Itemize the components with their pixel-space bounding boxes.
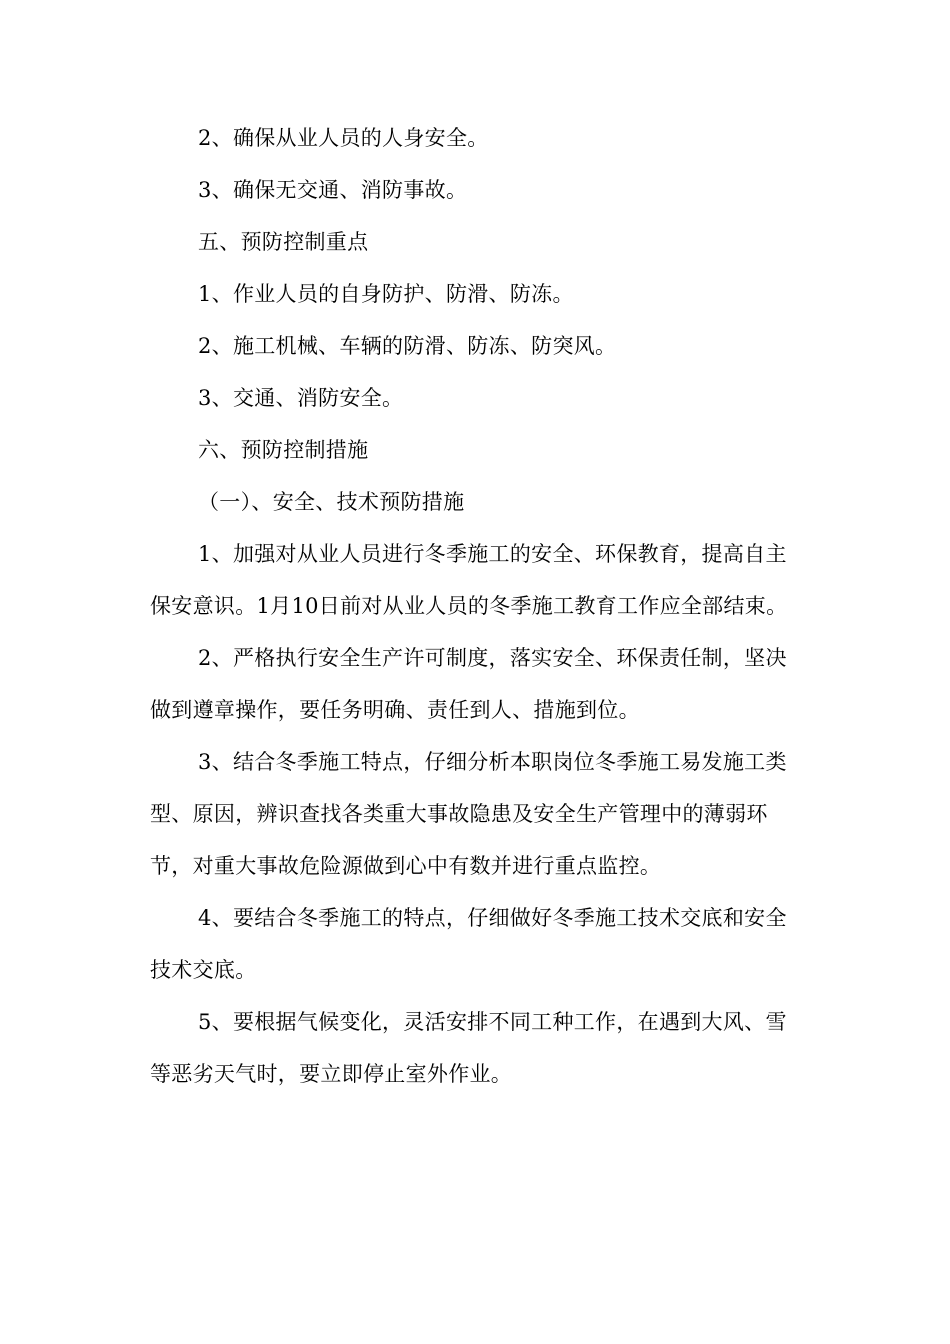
- paragraph-4: 2、施工机械、车辆的防滑、防冻、防突风。: [198, 334, 617, 358]
- paragraph-3: 1、作业人员的自身防护、防滑、防冻。: [198, 282, 574, 306]
- section-heading-5: 五、预防控制重点: [198, 230, 369, 254]
- paragraph-8: 3、结合冬季施工特点，仔细分析本职岗位冬季施工易发施工类型、原因，辨识查找各类重大事故隐患及安全生产管理中的薄弱环节，对重大事故危险源做到心中有数并进行重点监控。: [150, 750, 787, 878]
- section-heading-6: 六、预防控制措施: [198, 438, 369, 462]
- paragraph-7: 2、严格执行安全生产许可制度，落实安全、环保责任制，坚决做到遵章操作，要任务明确、责任到人、措施到位。: [150, 646, 787, 722]
- paragraph-9: 4、要结合冬季施工的特点，仔细做好冬季施工技术交底和安全技术交底。: [150, 906, 787, 982]
- paragraph-2: 3、确保无交通、消防事故。: [198, 178, 468, 202]
- document-body: [150, 112, 800, 1100]
- paragraph-10: 5、要根据气候变化，灵活安排不同工种工作，在遇到大风、雪等恶劣天气时，要立即停止室外作业。: [150, 1010, 787, 1086]
- paragraph-6: 1、加强对从业人员进行冬季施工的安全、环保教育，提高自主保安意识。1月10日前对从业人员的冬季施工教育工作应全部结束。: [150, 542, 788, 618]
- subsection-heading-1: （一）、安全、技术预防措施: [198, 490, 465, 514]
- paragraph-1: 2、确保从业人员的人身安全。: [198, 126, 489, 150]
- paragraph-5: 3、交通、消防安全。: [198, 386, 404, 410]
